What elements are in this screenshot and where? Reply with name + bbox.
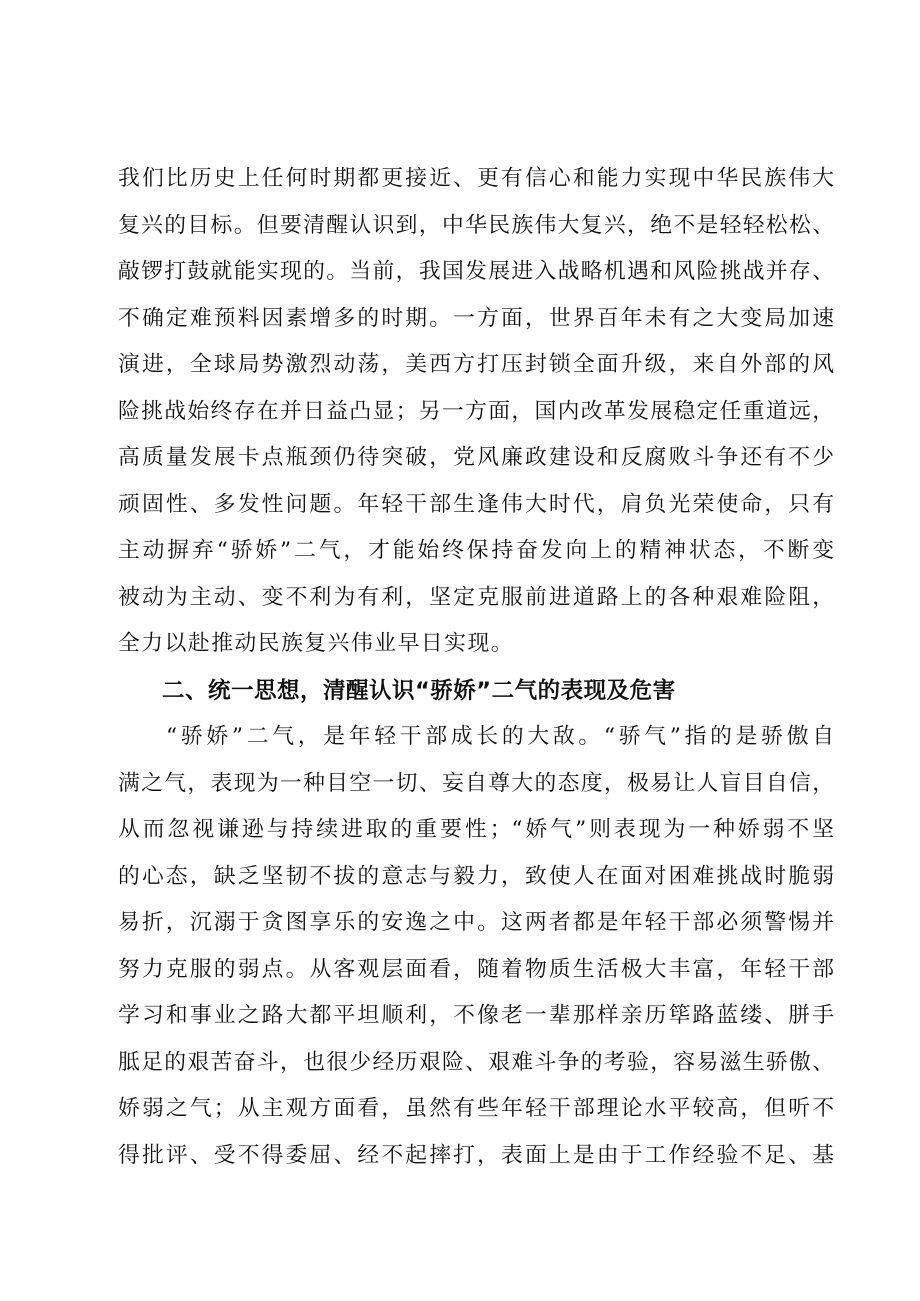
text-line: 全力以赴推动民族复兴伟业早日实现。	[118, 631, 515, 656]
paragraph-2	[118, 721, 834, 1186]
text-line: 不确定难预料因素增多的时期。一方面，世界百年未有之大变局加速	[118, 305, 834, 331]
text-line: 演进，全球局势激烈动荡，美西方打压封锁全面升级，来自外部的风	[118, 352, 834, 377]
text-line: 满之气，表现为一种目空一切、妄自尊大的态度，极易让人盲目自信，	[118, 770, 834, 796]
text-line: 胝足的艰苦奋斗，也很少经历艰险、艰难斗争的考验，容易滋生骄傲、	[118, 1049, 834, 1075]
text-line: 的心态，缺乏坚韧不拔的意志与毅力，致使人在面对困难挑战时脆弱	[118, 863, 834, 889]
paragraph-1	[118, 163, 834, 675]
section-heading: 二、统一思想，清醒认识“骄娇”二气的表现及危害	[162, 677, 676, 704]
text-line: 我们比历史上任何时期都更接近、更有信心和能力实现中华民族伟大	[118, 166, 834, 191]
text-line: 努力克服的弱点。从客观层面看，随着物质生活极大丰富，年轻干部	[118, 956, 834, 982]
text-line: 险挑战始终存在并日益凸显；另一方面，国内改革发展稳定任重道远，	[118, 398, 834, 424]
text-line: 复兴的目标。但要清醒认识到，中华民族伟大复兴，绝不是轻轻松松、	[118, 212, 834, 238]
text-line: 主动摒弃“骄娇”二气，才能始终保持奋发向上的精神状态，不断变	[118, 538, 834, 563]
text-line: 得批评、受不得委屈、经不起摔打，表面上是由于工作经验不足、基	[118, 1142, 834, 1168]
text-line: 从而忽视谦逊与持续进取的重要性；“娇气”则表现为一种娇弱不坚	[118, 817, 834, 842]
text-line: 娇弱之气；从主观方面看，虽然有些年轻干部理论水平较高，但听不	[118, 1096, 834, 1121]
document-body	[118, 163, 834, 1186]
text-line: 易折，沉溺于贪图享乐的安逸之中。这两者都是年轻干部必须警惕并	[118, 910, 834, 935]
text-line: 敲锣打鼓就能实现的。当前，我国发展进入战略机遇和风险挑战并存、	[118, 259, 834, 284]
text-line: 被动为主动、变不利为有利，坚定克服前进道路上的各种艰难险阻，	[118, 584, 834, 610]
text-line: 学习和事业之路大都平坦顺利，不像老一辈那样亲历筚路蓝缕、胼手	[118, 1003, 834, 1028]
text-line: “骄娇”二气，是年轻干部成长的大敌。“骄气”指的是骄傲自	[166, 724, 834, 749]
text-line: 高质量发展卡点瓶颈仍待突破，党风廉政建设和反腐败斗争还有不少	[118, 445, 834, 470]
text-line: 顽固性、多发性问题。年轻干部生逢伟大时代，肩负光荣使命，只有	[118, 491, 834, 517]
